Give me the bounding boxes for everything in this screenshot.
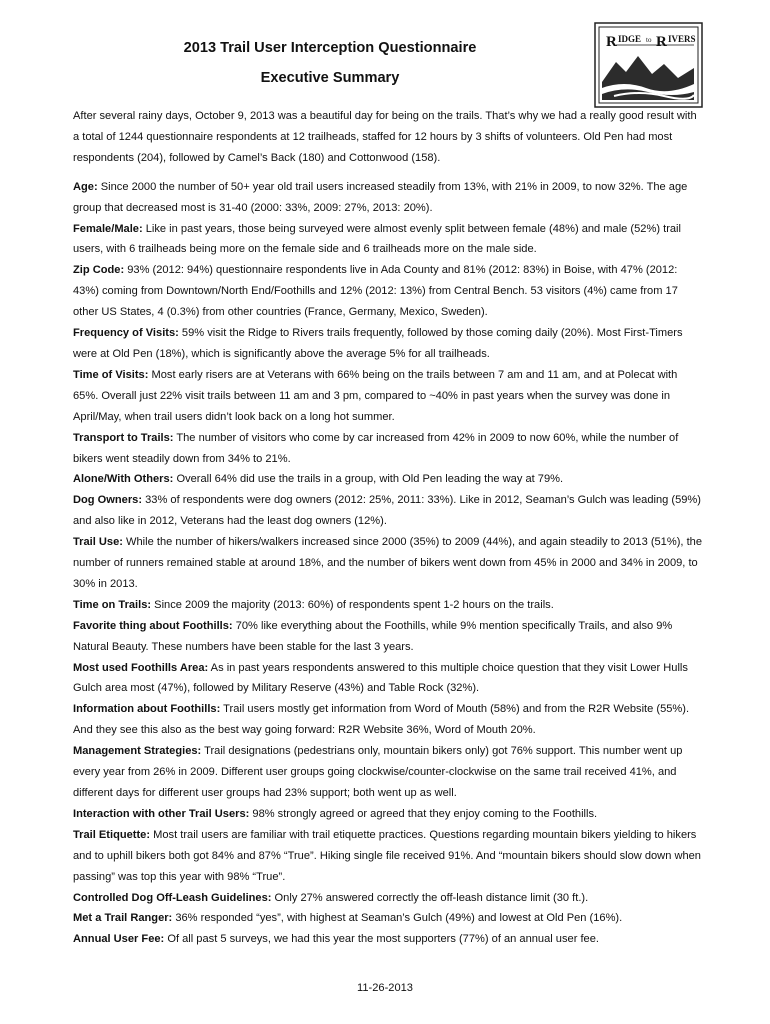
section-text: 70% like everything about the Foothills, while 9% mention specifically Trails, and also 9% Natural Beauty. These numbers have been stable for the last 3 years. — [73, 619, 673, 653]
section-text: Only 27% answered correctly the off-leash distance limit (30 ft.). — [271, 891, 589, 904]
summary-section — [73, 365, 703, 428]
summary-section — [73, 888, 703, 909]
section-label: Interaction with other Trail Users: — [73, 807, 250, 820]
section-text: Most trail users are familiar with trail etiquette practices. Questions regarding mountain bikers yielding to hikers and to uphill bikers both got 84% and 87% “True”. Hiking single file received 91%. And “mountain bikers should slow down when passing” was top this year with 98% “True”. — [73, 828, 701, 883]
section-label: Time of Visits: — [73, 368, 149, 381]
section-text: The number of visitors who come by car increased from 42% in 2009 to now 60%, while the number of bikers went steadily down from 34% to 21%. — [73, 431, 679, 465]
summary-sections — [73, 177, 703, 951]
intro-paragraph: After several rainy days, October 9, 2013 was a beautiful day for being on the trails. That’s why we had a really good result with a total of 1244 questionnaire respondents at 12 trailheads, staffed for 12 hours by 3 shifts of volunteers. Old Pen had most respondents (204), followed by Camel’s Back (180) and Cottonwood (158). — [73, 110, 697, 164]
section-label: Information about Foothills: — [73, 703, 221, 716]
summary-section — [73, 741, 703, 804]
svg-text:IDGE: IDGE — [618, 34, 642, 44]
section-text: As in past years respondents answered to this multiple choice question that they visit Lower Hulls Gulch area most (47%), followed by Military Reserve (43%) and Table Rock (32%). — [73, 661, 688, 695]
section-text: Overall 64% did use the trails in a group, with Old Pen leading the way at 79%. — [173, 473, 564, 486]
section-label: Frequency of Visits: — [73, 327, 179, 340]
svg-text:R: R — [606, 34, 617, 50]
section-label: Favorite thing about Foothills: — [73, 619, 233, 632]
svg-text:R: R — [656, 34, 667, 50]
svg-text:to: to — [646, 36, 652, 44]
section-text: 36% responded “yes”, with highest at Seaman’s Gulch (49%) and lowest at Old Pen (16%). — [172, 912, 623, 925]
section-text: Trail designations (pedestrians only, mountain bikers only) got 76% support. This number went up every year from 26% in 2009. Different user groups going clockwise/counter-clockwise on the same trail received 41%, and different days for different user groups had 23% support; both went up as well. — [73, 745, 683, 799]
section-label: Most used Foothills Area: — [73, 661, 209, 674]
summary-section — [73, 595, 703, 616]
section-text: Of all past 5 surveys, we had this year the most supporters (77%) of an annual user fee. — [164, 933, 599, 946]
ridge-to-rivers-logo — [594, 22, 703, 108]
summary-section — [73, 177, 703, 219]
section-text: 33% of respondents were dog owners (2012: 25%, 2011: 33%). Like in 2012, Seaman’s Gulch was leading (59%) and also like in 2012, Veterans had the least dog owners (12%). — [73, 494, 701, 528]
section-text: 93% (2012: 94%) questionnaire respondents live in Ada County and 81% (2012: 83%) in Boise, with 47% (2012: 43%) coming from Downtown/North End/Foothills and 12% (2012: 13%) from Central Bench. 53 visitors (4%) came from 17 other US States, 4 (0.3%) from other countries (France, Germany, Mexico, Sweden). — [73, 264, 678, 319]
page-title: 2013 Trail User Interception Questionnaire — [183, 40, 477, 56]
section-label: Female/Male: — [73, 222, 143, 235]
summary-section — [73, 699, 703, 741]
section-label: Management Strategies: — [73, 745, 202, 758]
section-label: Trail Etiquette: — [73, 828, 151, 841]
section-label: Zip Code: — [73, 264, 125, 277]
section-label: Transport to Trails: — [73, 431, 174, 444]
section-text: Trail users mostly get information from Word of Mouth (58%) and from the R2R Website (55%). And they see this also as the best way going forward: R2R Website 36%, Word of Mouth 20%. — [73, 703, 690, 737]
section-text: Since 2000 the number of 50+ year old trail users increased steadily from 13%, with 21% in 2009, to now 32%. The age group that decreased most is 31-40 (2000: 33%, 2009: 27%, 2013: 20%). — [73, 180, 688, 214]
summary-section — [73, 616, 703, 658]
summary-body — [73, 106, 703, 950]
section-label: Annual User Fee: — [73, 933, 165, 946]
summary-section — [73, 469, 703, 490]
section-text: 98% strongly agreed or agreed that they enjoy coming to the Foothills. — [249, 807, 598, 820]
section-text: Since 2009 the majority (2013: 60%) of respondents spent 1-2 hours on the trails. — [151, 598, 554, 611]
summary-section — [73, 260, 703, 323]
summary-section — [73, 929, 703, 950]
page-subtitle: Executive Summary — [260, 70, 400, 86]
summary-section — [73, 825, 703, 888]
svg-text:IVERS: IVERS — [668, 34, 696, 44]
summary-section — [73, 532, 703, 595]
summary-section — [73, 219, 703, 261]
summary-section — [73, 428, 703, 470]
summary-section — [73, 658, 703, 700]
section-label: Trail Use: — [73, 536, 123, 549]
summary-section — [73, 323, 703, 365]
section-label: Age: — [73, 180, 98, 193]
section-label: Alone/With Others: — [73, 473, 174, 486]
section-text: 59% visit the Ridge to Rivers trails frequently, followed by those coming daily (20%). Most First-Timers were at Old Pen (18%), which is significantly above the average 5% for all trailheads. — [73, 327, 683, 360]
summary-section — [73, 908, 703, 929]
section-text: Like in past years, those being surveyed were almost evenly split between female (48%) and male (52%) trail users, with 6 trailheads being more on the female side and 6 trailheads more on the male side. — [73, 222, 681, 256]
section-label: Dog Owners: — [73, 494, 143, 507]
section-text: Most early risers are at Veterans with 66% being on the trails between 7 am and 11 am, and at Polecat with 65%. Overall just 22% visit trails between 11 am and 3 pm, compared to ~40% in past years when the survey was done in April/May, when trail users didn’t look back on a long hot summer. — [73, 368, 678, 423]
section-text: While the number of hikers/walkers increased since 2000 (35%) to 2009 (44%), and again steadily to 2013 (51%), the number of runners remained stable at around 18%, and the number of bikers went down from 45% in 2000 and 34% in 2009, to 30% in 2013. — [73, 536, 702, 590]
footer-date: 11-26-2013 — [357, 982, 413, 994]
summary-section — [73, 490, 703, 532]
section-label: Time on Trails: — [73, 598, 152, 611]
section-label: Met a Trail Ranger: — [73, 912, 173, 925]
section-label: Controlled Dog Off-Leash Guidelines: — [73, 891, 272, 904]
summary-section — [73, 804, 703, 825]
